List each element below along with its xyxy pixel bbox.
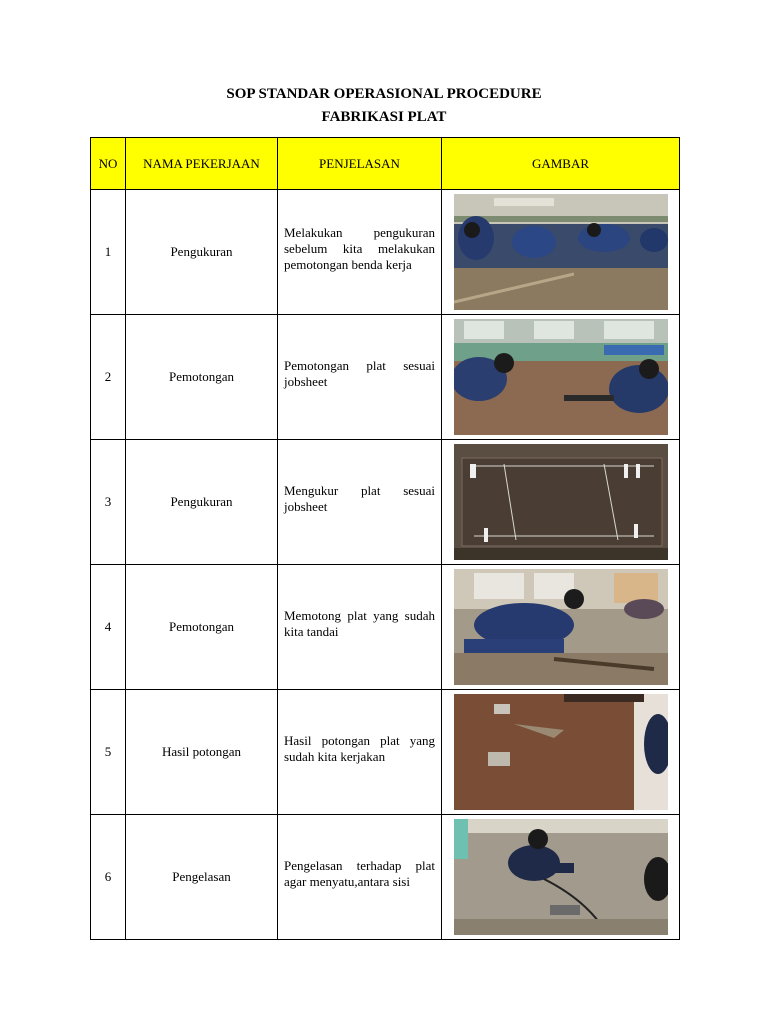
row-number: 2 <box>91 315 126 440</box>
row-description <box>278 815 442 940</box>
student-cutting-marked-plate-photo <box>454 569 668 685</box>
table-row <box>91 690 680 815</box>
row-number: 1 <box>91 190 126 315</box>
row-description-text: Memotong plat yang sudah kita tandai <box>284 608 435 639</box>
row-number: 6 <box>91 815 126 940</box>
row-number: 3 <box>91 440 126 565</box>
row-image-cell <box>442 565 680 690</box>
row-description-text: Melakukan pengukuran sebelum kita melakukan pemotongan benda kerja <box>284 225 435 272</box>
row-description <box>278 565 442 690</box>
row-number: 5 <box>91 690 126 815</box>
row-description <box>278 315 442 440</box>
column-header-no: NO <box>91 138 126 190</box>
table-row <box>91 440 680 565</box>
column-header-name: NAMA PEKERJAAN <box>126 138 278 190</box>
row-job-name: Pengelasan <box>126 815 278 940</box>
row-description-text: Hasil potongan plat yang sudah kita kerjakan <box>284 733 435 764</box>
table-row <box>91 190 680 315</box>
table-row <box>91 565 680 690</box>
column-header-description: PENJELASAN <box>278 138 442 190</box>
row-description <box>278 690 442 815</box>
row-image-cell <box>442 190 680 315</box>
row-description-text: Pengelasan terhadap plat agar menyatu,antara sisi <box>284 858 435 889</box>
row-image-cell <box>442 315 680 440</box>
table-header-row <box>91 138 680 190</box>
students-cutting-plate-photo <box>454 319 668 435</box>
row-image-cell <box>442 690 680 815</box>
document-subtitle: FABRIKASI PLAT <box>321 109 447 125</box>
column-header-image: GAMBAR <box>442 138 680 190</box>
marked-steel-plate-photo <box>454 444 668 560</box>
row-job-name: Hasil potongan <box>126 690 278 815</box>
student-welding-plate-photo <box>454 819 668 935</box>
row-job-name: Pengukuran <box>126 440 278 565</box>
cut-plate-result-photo <box>454 694 668 810</box>
table-row <box>91 315 680 440</box>
sop-table <box>90 137 680 940</box>
row-job-name: Pemotongan <box>126 565 278 690</box>
table-row <box>91 815 680 940</box>
row-description <box>278 440 442 565</box>
row-description-text: Pemotongan plat sesuai jobsheet <box>284 358 435 389</box>
document-title: SOP STANDAR OPERASIONAL PROCEDURE <box>226 86 542 102</box>
row-job-name: Pengukuran <box>126 190 278 315</box>
row-image-cell <box>442 440 680 565</box>
students-measuring-plate-photo <box>454 194 668 310</box>
row-job-name: Pemotongan <box>126 315 278 440</box>
row-number: 4 <box>91 565 126 690</box>
row-description <box>278 190 442 315</box>
row-description-text: Mengukur plat sesuai jobsheet <box>284 483 435 514</box>
row-image-cell <box>442 815 680 940</box>
